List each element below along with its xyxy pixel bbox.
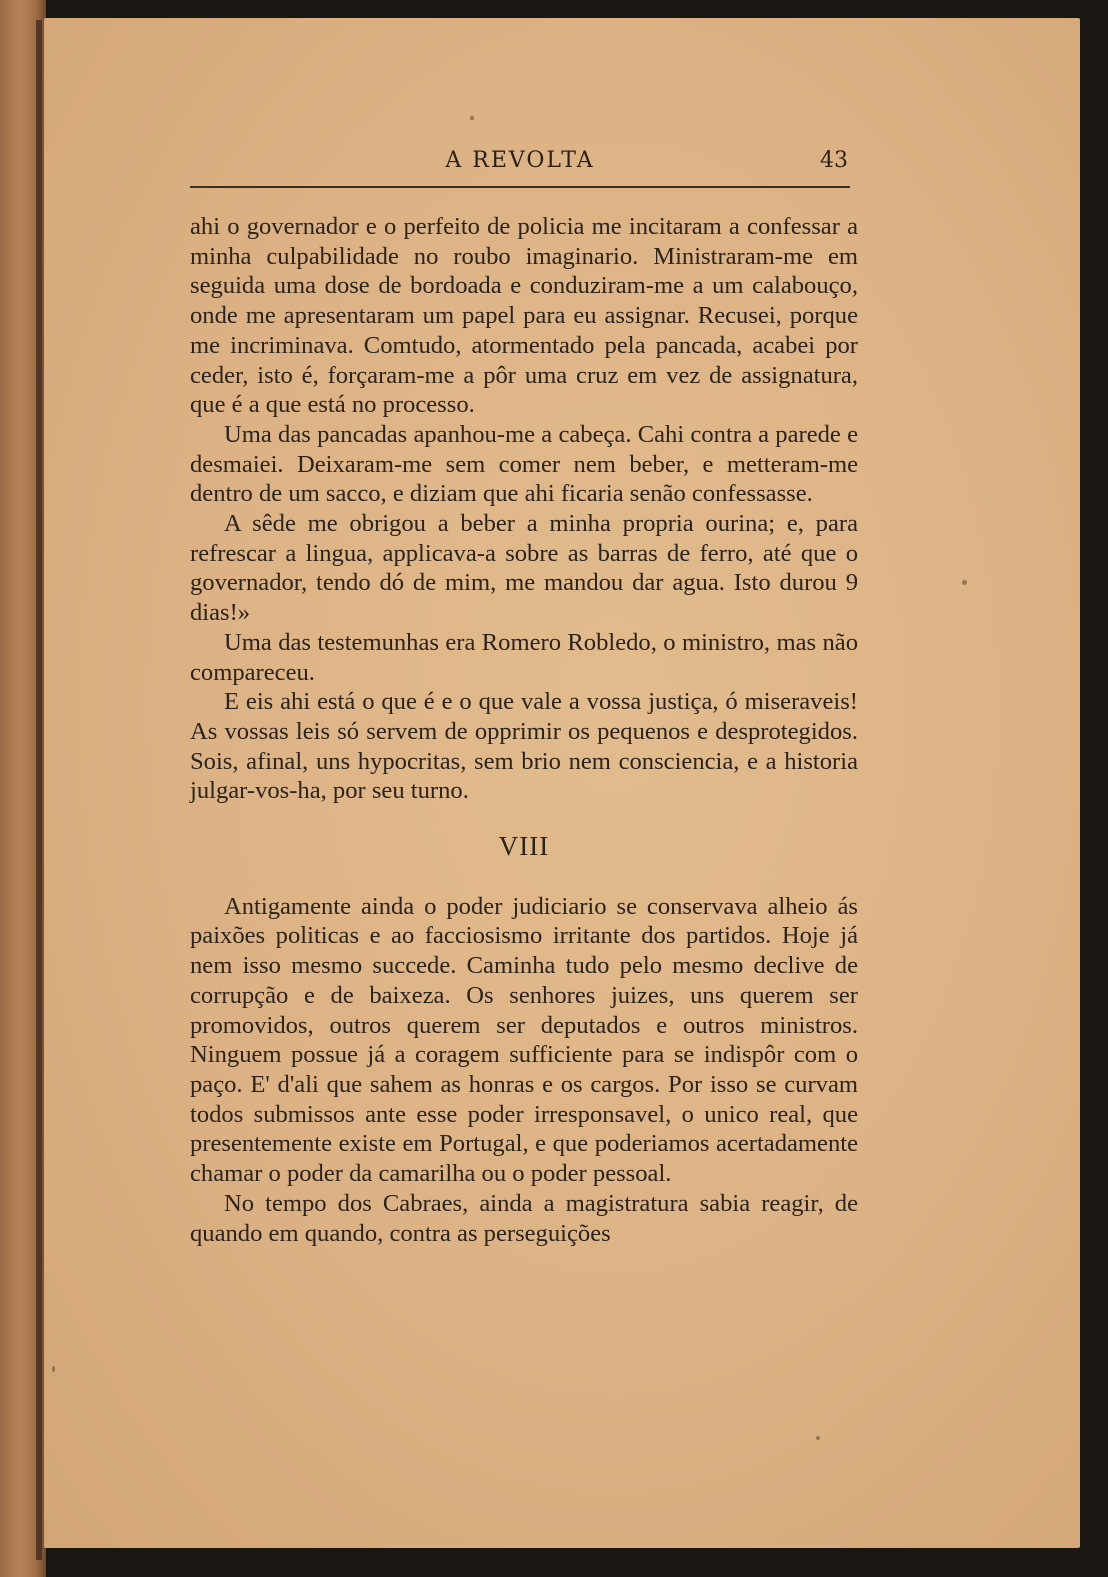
running-header (190, 148, 850, 180)
body-text (190, 212, 858, 1248)
section-heading: VIII (498, 831, 550, 862)
paragraph: A sêde me obrigou a beber a minha propria ourina; e, para refrescar a lingua, applicava-a sobre as barras de ferro, até que o governador, tendo dó de mim, me mandou dar agua. Isto durou 9 dias!» (190, 510, 858, 627)
paper-speck (816, 1436, 820, 1440)
paper-speck (962, 580, 967, 585)
paragraph: ahi o governador e o perfeito de policia me incitaram a confessar a minha culpabilidade no roubo imaginario. Ministraram-me em seguida uma dose de bordoada e conduziram-me a um calabouço, onde me apresentaram um papel para eu assignar. Recusei, porque me incriminava. Comtudo, atormentado pela pancada, acabei por ceder, isto é, forçaram-me a pôr uma cruz em vez de assignatura, que é a que está no processo. (190, 213, 858, 419)
paper-speck (52, 1366, 55, 1372)
paragraph: No tempo dos Cabraes, ainda a magistratura sabia reagir, de quando em quando, contra as perseguições (190, 1189, 858, 1247)
header-rule (190, 186, 850, 188)
paragraph: E eis ahi está o que é e o que vale a vossa justiça, ó miseraveis! As vossas leis só servem de opprimir os pequenos e desprotegidos. Sois, afinal, uns hypocritas, sem brio nem consciencia, e a historia julgar-vos-ha, por seu turno. (190, 688, 858, 805)
paragraph: Uma das pancadas apanhou-me a cabeça. Cahi contra a parede e desmaiei. Deixaram-me sem comer nem beber, e metteram-me dentro de um sacco, e diziam que ahi ficaria senão confessasse. (190, 420, 858, 508)
page-number: 43 (820, 148, 848, 173)
paragraph: Antigamente ainda o poder judiciario se conservava alheio ás paixões politicas e ao facciosismo irritante dos partidos. Hoje já nem isso mesmo succede. Caminha tudo pelo mesmo declive de corrupção e de baixeza. Os senhores juizes, uns querem ser promovidos, outros querem ser deputados e outros ministros. Ninguem possue já a coragem sufficiente para se indispôr com o paço. E' d'ali que sahem as honras e os cargos. Por isso se curvam todos submissos ante esse poder irresponsavel, o unico real, que presentemente existe em Portugal, e que poderiamos acertadamente chamar o poder da camarilha ou o poder pessoal. (190, 892, 858, 1188)
spine-shadow (36, 20, 42, 1560)
paper-speck (470, 116, 474, 120)
running-title: A REVOLTA (445, 148, 595, 173)
paragraph: Uma das testemunhas era Romero Robledo, o ministro, mas não compareceu. (190, 628, 858, 686)
